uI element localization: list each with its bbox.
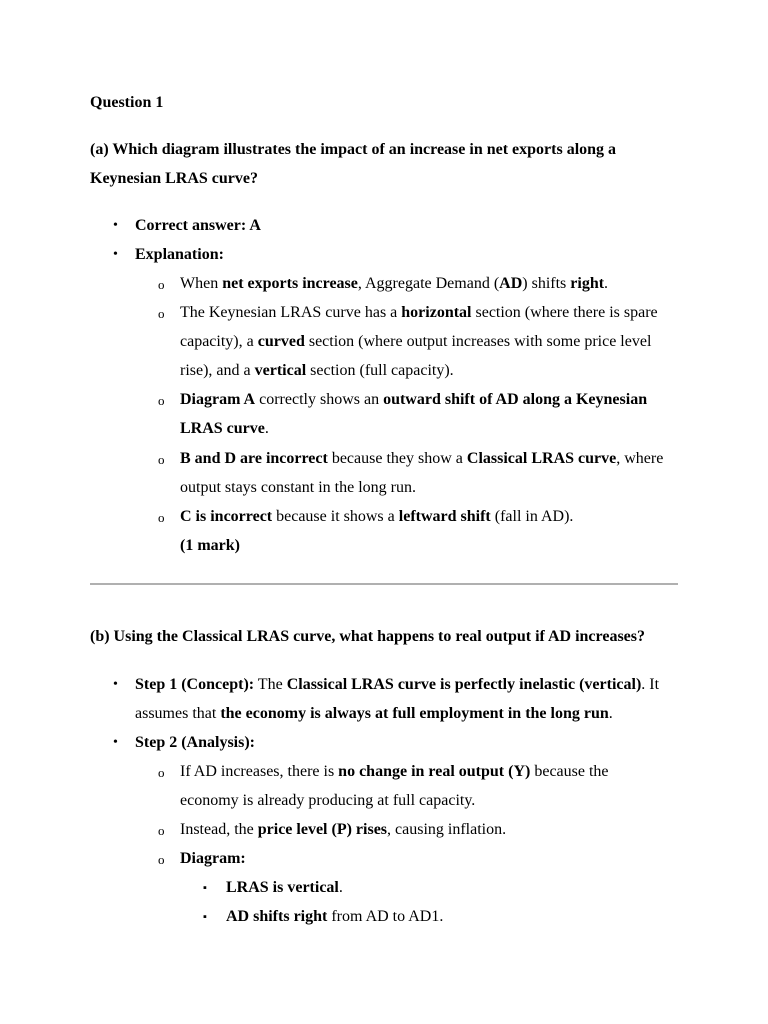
bullet-disc: • xyxy=(113,247,118,262)
bullet-circle: o xyxy=(158,852,165,867)
bullet-disc: • xyxy=(113,677,118,692)
explanation-point-4-line-2: output stays constant in the long run. xyxy=(180,479,416,496)
question-title: Question 1 xyxy=(90,94,164,111)
section-divider xyxy=(90,583,678,585)
explanation-point-4-line-1: B and D are incorrect because they show a Classical LRAS curve, where xyxy=(180,450,664,467)
bullet-disc: • xyxy=(113,218,118,233)
step-1-line-1: Step 1 (Concept): The Classical LRAS curve is perfectly inelastic (vertical). It xyxy=(135,676,660,693)
part-b-question: (b) Using the Classical LRAS curve, what happens to real output if AD increases? xyxy=(90,628,645,645)
bullet-circle: o xyxy=(158,306,165,321)
explanation-label: Explanation: xyxy=(135,246,224,263)
step-2-label: Step 2 (Analysis): xyxy=(135,734,256,751)
correct-answer: Correct answer: A xyxy=(135,217,261,234)
mark-label: (1 mark) xyxy=(180,537,240,554)
analysis-point-2: Instead, the price level (P) rises, causing inflation. xyxy=(180,821,507,838)
part-a-question-line-2: Keynesian LRAS curve? xyxy=(90,170,258,187)
bullet-circle: o xyxy=(158,393,165,408)
diagram-label: Diagram: xyxy=(180,850,246,867)
explanation-point-3-line-1: Diagram A correctly shows an outward shift of AD along a Keynesian xyxy=(180,391,648,408)
bullet-circle: o xyxy=(158,277,165,292)
explanation-point-1: When net exports increase, Aggregate Demand (AD) shifts right. xyxy=(180,275,609,292)
explanation-point-2-line-3: rise), and a vertical section (full capacity). xyxy=(180,362,454,379)
bullet-circle: o xyxy=(158,765,165,780)
bullet-disc: • xyxy=(113,735,118,750)
bullet-square: ▪ xyxy=(203,882,207,894)
bullet-circle: o xyxy=(158,510,165,525)
explanation-point-2-line-1: The Keynesian LRAS curve has a horizontal section (where there is spare xyxy=(180,304,658,321)
step-1-line-2: assumes that the economy is always at full employment in the long run. xyxy=(135,705,613,722)
bullet-circle: o xyxy=(158,452,165,467)
analysis-point-1-line-1: If AD increases, there is no change in real output (Y) because the xyxy=(180,763,609,780)
analysis-point-1-line-2: economy is already producing at full capacity. xyxy=(180,792,476,809)
part-a-question-line-1: (a) Which diagram illustrates the impact of an increase in net exports along a xyxy=(90,141,617,158)
diagram-point-2: AD shifts right from AD to AD1. xyxy=(226,908,444,925)
diagram-point-1: LRAS is vertical. xyxy=(226,879,343,896)
explanation-point-5: C is incorrect because it shows a leftward shift (fall in AD). xyxy=(180,508,574,525)
explanation-point-3-line-2: LRAS curve. xyxy=(180,420,269,437)
bullet-circle: o xyxy=(158,823,165,838)
explanation-point-2-line-2: capacity), a curved section (where output increases with some price level xyxy=(180,333,652,350)
bullet-square: ▪ xyxy=(203,911,207,923)
